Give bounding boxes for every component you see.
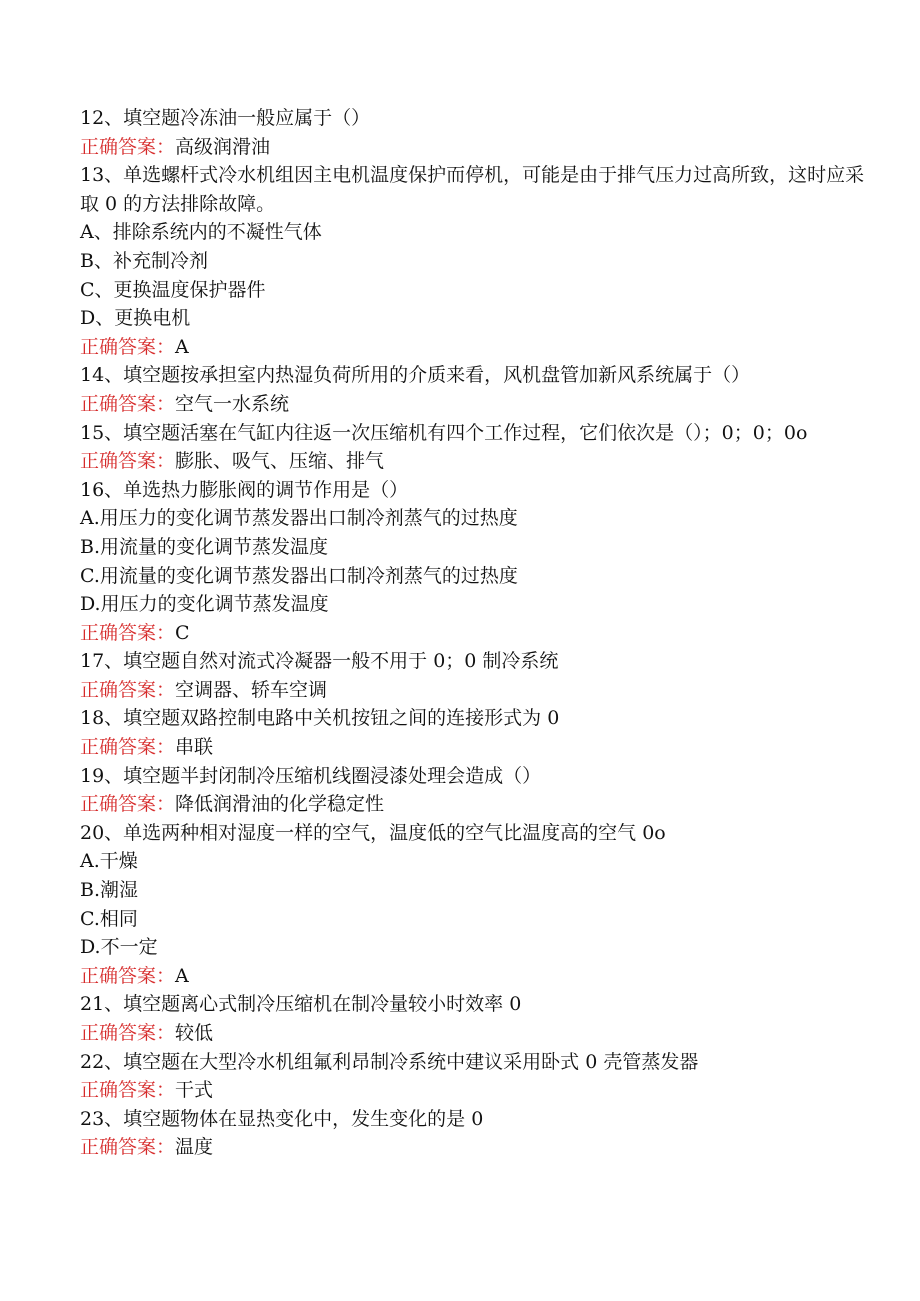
answer-value: A xyxy=(175,964,189,987)
answer-line xyxy=(80,790,870,819)
answer-label: 正确答案： xyxy=(80,450,176,473)
question-text: 23、填空题物体在显热变化中，发生变化的是 0 xyxy=(80,1107,484,1130)
question-text: 14、填空题按承担室内热湿负荷所用的介质来看，风机盘管加新风系统属于（） xyxy=(80,364,751,387)
answer-line xyxy=(80,133,870,162)
answer-line xyxy=(80,733,870,762)
answer-value: 串联 xyxy=(175,736,214,759)
answer-label: 正确答案： xyxy=(80,135,176,158)
question-text: 20、单选两种相对湿度一样的空气，温度低的空气比温度高的空气 0o xyxy=(80,821,666,844)
answer-label: 正确答案： xyxy=(80,678,176,701)
answer-option: D.用压力的变化调节蒸发温度 xyxy=(80,593,329,616)
answer-label: 正确答案： xyxy=(80,793,176,816)
answer-label: 正确答案： xyxy=(80,1079,176,1102)
answer-value: 温度 xyxy=(175,1136,214,1159)
question-text: 13、单选螺杆式冷水机组因主电机温度保护而停机，可能是由于排气压力过高所致，这时应采取 0 的方法排除故障。 xyxy=(80,164,865,215)
question-block xyxy=(80,704,870,761)
question-text: 17、填空题自然对流式冷凝器一般不用于 0；0 制冷系统 xyxy=(80,650,559,673)
answer-value: C xyxy=(175,621,190,644)
question-block xyxy=(80,161,870,361)
answer-value: 降低润滑油的化学稳定性 xyxy=(175,793,385,816)
answer-option: D.不一定 xyxy=(80,936,158,959)
question-block xyxy=(80,762,870,819)
question-block xyxy=(80,990,870,1047)
answer-line xyxy=(80,1076,870,1105)
answer-line xyxy=(80,333,870,362)
answer-line xyxy=(80,1019,870,1048)
answer-value: 干式 xyxy=(175,1079,214,1102)
answer-value: 空气一水系统 xyxy=(175,392,290,415)
answer-value: 膨胀、吸气、压缩、排气 xyxy=(175,450,385,473)
answer-option: C.相同 xyxy=(80,907,138,930)
question-block xyxy=(80,819,870,991)
question-text: 22、填空题在大型冷水机组氟利昂制冷系统中建议采用卧式 0 壳管蒸发器 xyxy=(80,1050,699,1073)
question-text: 18、填空题双路控制电路中关机按钮之间的连接形式为 0 xyxy=(80,707,560,730)
question-block xyxy=(80,419,870,476)
answer-label: 正确答案： xyxy=(80,621,176,644)
question-text: 16、单选热力膨胀阀的调节作用是（） xyxy=(80,478,409,501)
question-block xyxy=(80,104,870,161)
answer-value: 空调器、轿车空调 xyxy=(175,678,328,701)
answer-option: B.用流量的变化调节蒸发温度 xyxy=(80,535,329,558)
answer-value: A xyxy=(175,335,189,358)
answer-label: 正确答案： xyxy=(80,335,176,358)
answer-line xyxy=(80,447,870,476)
question-text: 12、填空题冷冻油一般应属于（） xyxy=(80,107,371,129)
question-text: 19、填空题半封闭制冷压缩机线圈浸漆处理会造成（） xyxy=(80,764,542,787)
answer-line xyxy=(80,1133,870,1162)
answer-option: C.用流量的变化调节蒸发器出口制冷剂蒸气的过热度 xyxy=(80,564,518,587)
answer-line xyxy=(80,390,870,419)
answer-option: D、更换电机 xyxy=(80,307,191,330)
question-text: 21、填空题离心式制冷压缩机在制冷量较小时效率 0 xyxy=(80,993,522,1016)
question-block xyxy=(80,1105,870,1162)
answer-option: C、更换温度保护器件 xyxy=(80,278,266,301)
question-text: 15、填空题活塞在气缸内往返一次压缩机有四个工作过程，它们依次是（）；0；0；0o xyxy=(80,421,808,444)
answer-option: A.干燥 xyxy=(80,850,138,873)
answer-line xyxy=(80,676,870,705)
answer-option: B、补充制冷剂 xyxy=(80,249,208,272)
answer-value: 较低 xyxy=(175,1022,214,1044)
answer-label: 正确答案： xyxy=(80,964,176,987)
question-block xyxy=(80,1048,870,1105)
question-block xyxy=(80,476,870,648)
answer-label: 正确答案： xyxy=(80,1136,176,1159)
answer-line xyxy=(80,619,870,648)
answer-label: 正确答案： xyxy=(80,392,176,415)
question-block xyxy=(80,647,870,704)
answer-value: 高级润滑油 xyxy=(175,135,271,158)
answer-option: A.用压力的变化调节蒸发器出口制冷剂蒸气的过热度 xyxy=(80,507,518,530)
answer-label: 正确答案： xyxy=(80,736,176,759)
document-body xyxy=(80,104,870,1162)
answer-option: B.潮湿 xyxy=(80,879,139,902)
answer-line xyxy=(80,962,870,991)
answer-label: 正确答案： xyxy=(80,1022,176,1044)
answer-option: A、排除系统内的不凝性气体 xyxy=(80,221,322,244)
question-block xyxy=(80,361,870,418)
